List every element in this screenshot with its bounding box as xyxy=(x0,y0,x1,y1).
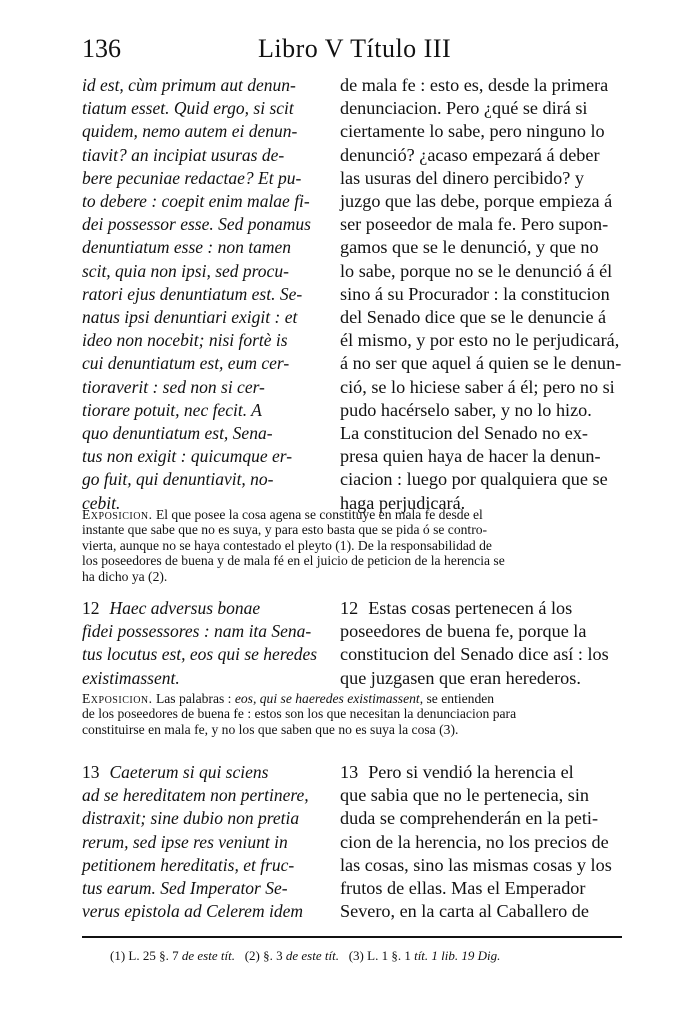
text-line: ratori ejus denuntiatum est. Se- xyxy=(82,283,303,304)
text-line: ser poseedor de mala fe. Pero supon- xyxy=(340,214,609,235)
footnote-1: (1) L. 25 §. 7 de este tít. xyxy=(110,948,235,963)
text-line: poseedores de buena fe, porque la xyxy=(340,621,587,642)
footnote-2: (2) §. 3 de este tít. xyxy=(244,948,339,963)
page-number: 136 xyxy=(82,34,121,63)
page-header xyxy=(82,34,622,64)
exposicion-line: El que posee la cosa agena se constituye en mala fe desde el xyxy=(155,507,483,522)
text-line: que juzgasen que eran herederos. xyxy=(340,667,581,688)
exposicion-label: Exposicion. xyxy=(82,507,153,522)
text-line: 13 Pero si vendió la herencia el xyxy=(340,762,574,782)
exposicion-2: Exposicion. Las palabras : eos, qui se haeredes existimassent, se entienden de los poseedores de buena fe : estos son los que necesitan la denunciacion para constituirse en mala fe, y no los que saben que no es suya la cosa (3). xyxy=(82,691,622,737)
text-line: fidei possessores : nam ita Sena- xyxy=(82,621,312,642)
text-line: cui denuntiatum est, eum cer- xyxy=(82,353,290,374)
text-line: constitucion del Senado dice así : los xyxy=(340,644,609,665)
latin-column xyxy=(82,597,318,690)
text-line: to debere : coepit enim malae fi- xyxy=(82,191,310,212)
text-line: tus earum. Sed Imperator Se- xyxy=(82,878,288,899)
footnote-rule xyxy=(82,936,622,938)
text-line: de mala fe : esto es, desde la primera xyxy=(340,75,609,95)
text-line: lo sabe, porque no se le denunció á él xyxy=(340,260,613,281)
exposicion-1 xyxy=(82,507,622,584)
text-line: tus locutus est, eos qui se heredes xyxy=(82,644,318,665)
text-line: existimassent. xyxy=(82,667,180,688)
text-line: tus non exigit : quicumque er- xyxy=(82,446,293,467)
text-line: ad se hereditatem non pertinere, xyxy=(82,785,309,806)
footnotes xyxy=(110,948,610,964)
text-line: haga perjudicará. xyxy=(340,492,466,513)
text-line: ciacion : luego por qualquiera que se xyxy=(340,469,608,490)
quoted-phrase: eos, qui se haeredes existimassent xyxy=(234,691,420,706)
latin-column xyxy=(82,761,318,923)
text-line: La constitucion del Senado no ex- xyxy=(340,423,588,444)
text-line: ciertamente lo sabe, pero ninguno lo xyxy=(340,121,605,142)
text-line: 12 Estas cosas pertenecen á los xyxy=(340,598,573,618)
exposicion-line: los poseedores de buena y de mala fé en el juicio de peticion de la herencia se xyxy=(82,553,505,569)
text-line: denunció? ¿acaso empezará á deber xyxy=(340,144,600,165)
text-line: presa quien haya de hacer la denun- xyxy=(340,446,601,467)
text-line: cion de la herencia, no los precios de xyxy=(340,831,609,852)
latin-column xyxy=(82,74,318,515)
text-line: duda se comprehenderán en la peti- xyxy=(340,808,599,829)
text-line: cebit. xyxy=(82,492,121,513)
spanish-column xyxy=(340,74,624,515)
text-line: ideo non nocebit; nisi fortè is xyxy=(82,330,288,351)
text-line: tiorare potuit, nec fecit. A xyxy=(82,399,262,420)
text-line: del Senado dice que se le denuncie á xyxy=(340,307,607,328)
text-line: quo denuntiatum est, Sena- xyxy=(82,423,273,444)
text-line: Severo, en la carta al Caballero de xyxy=(340,901,589,922)
text-line: que sabia que no le pertenecia, sin xyxy=(340,785,589,806)
text-line: rerum, sed ipse res veniunt in xyxy=(82,831,288,852)
exposicion-line: vierta, aunque no se haya contestado el pleyto (1). De la responsabilidad de xyxy=(82,537,492,553)
running-title: Libro V Título III xyxy=(258,34,452,63)
exposicion-label: Exposicion. xyxy=(82,691,153,706)
text-line: go fuit, qui denuntiavit, no- xyxy=(82,469,274,490)
text-line: quidem, nemo autem ei denun- xyxy=(82,121,298,142)
text-line: denunciacion. Pero ¿qué se dirá si xyxy=(340,98,588,119)
text-line: denuntiatum esse : non tamen xyxy=(82,237,291,258)
text-line: tioraverit : sed non si cer- xyxy=(82,376,265,397)
text-line: á no ser que aquel á quien se le denun- xyxy=(340,353,622,374)
text-line: las cosas, sino las mismas cosas y los xyxy=(340,854,612,875)
text-line: pudo hacérselo saber, y no lo hizo. xyxy=(340,399,592,420)
footnote-3: (3) L. 1 §. 1 tít. 1 lib. 19 Dig. xyxy=(348,948,501,963)
spanish-column xyxy=(340,597,624,690)
text-line: sino á su Procurador : la constitucion xyxy=(340,283,610,304)
paragraph-number: 12 xyxy=(340,598,359,618)
text-line: id est, cùm primum aut denun- xyxy=(82,75,296,95)
exposicion-line: instante que sabe que no es suya, y para esto basta que se pida ó se contro- xyxy=(82,522,488,538)
text-line: distraxit; sine dubio non pretia xyxy=(82,808,300,829)
text-line: ció, se lo hiciese saber á él; pero no si xyxy=(340,376,615,397)
text-line: las usuras del dinero percibido? y xyxy=(340,167,584,188)
text-line: frutos de ellas. Mas el Emperador xyxy=(340,878,586,899)
spanish-column xyxy=(340,761,624,923)
text-line: bere pecuniae redactae? Et pu- xyxy=(82,167,302,188)
text-line: natus ipsi denuntiari exigit : et xyxy=(82,307,298,328)
paragraph-number: 12 xyxy=(82,598,100,618)
exposicion-line: ha dicho ya (2). xyxy=(82,568,168,584)
text-line: él mismo, y por esto no le perjudicará, xyxy=(340,330,620,351)
paragraph-number: 13 xyxy=(82,762,100,782)
text-line: verus epistola ad Celerem idem xyxy=(82,901,303,922)
text-line: tiatum esset. Quid ergo, si scit xyxy=(82,98,294,119)
text-line: juzgo que las debe, porque empieza á xyxy=(340,191,613,212)
text-line: dei possessor esse. Sed ponamus xyxy=(82,214,311,235)
exposicion-line: constituirse en mala fe, y no los que saben que no es suya la cosa (3). xyxy=(82,721,459,737)
paragraph-number: 13 xyxy=(340,762,359,782)
text-line: scit, quia non ipsi, sed procu- xyxy=(82,260,289,281)
text-line: 12 Haec adversus bonae xyxy=(82,598,261,618)
exposicion-line: de los poseedores de buena fe : estos son los que necesitan la denunciacion para xyxy=(82,706,517,722)
text-line: gamos que se le denunció, y que no xyxy=(340,237,599,258)
text-line: petitionem hereditatis, et fruc- xyxy=(82,854,295,875)
text-line: 13 Caeterum si qui sciens xyxy=(82,762,269,782)
text-line: tiavit? an incipiat usuras de- xyxy=(82,144,285,165)
